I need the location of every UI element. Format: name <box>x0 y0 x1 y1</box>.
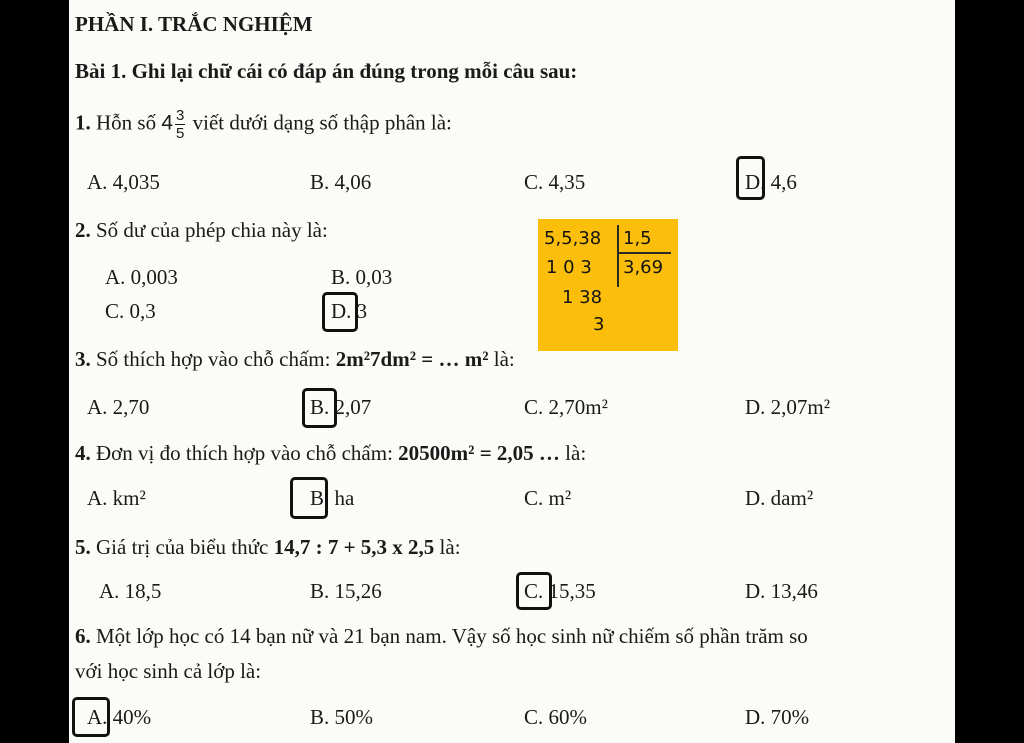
option-d[interactable]: D. 13,46 <box>745 579 818 603</box>
fraction-denominator: 5 <box>176 125 185 142</box>
question-text: Số dư của phép chia này là: <box>96 218 328 242</box>
question-expression: 2m²7dm² = … m² <box>335 347 489 371</box>
quotient: 3,69 <box>623 257 664 278</box>
question-text: Đơn vị đo thích hợp vào chỗ chấm: <box>96 441 393 465</box>
answer-mark <box>302 388 337 428</box>
option-b[interactable]: B. 4,06 <box>310 170 372 194</box>
worksheet-page <box>69 0 955 743</box>
question-text: là: <box>565 441 587 465</box>
question-2 <box>75 218 328 243</box>
division-vertical-line <box>617 225 619 287</box>
option-c[interactable]: C. 60% <box>524 705 587 729</box>
question-expression: 14,7 : 7 + 5,3 x 2,5 <box>273 535 435 559</box>
option-c[interactable]: C. 0,3 <box>105 299 156 323</box>
answer-mark <box>736 156 765 200</box>
mixed-number-fraction <box>175 107 185 142</box>
option-a[interactable]: A. 0,003 <box>105 265 178 289</box>
question-6-line-1 <box>75 624 808 649</box>
question-text: Hỗn số <box>96 110 157 135</box>
question-text: là: <box>439 535 461 559</box>
option-a[interactable]: A. 40% <box>87 705 152 729</box>
option-d[interactable]: D. 2,07m² <box>745 395 831 419</box>
remainder: 3 <box>593 314 605 335</box>
option-c[interactable]: C. 4,35 <box>524 170 586 194</box>
question-number: 6. <box>75 624 91 648</box>
answer-mark <box>516 572 552 610</box>
option-d[interactable]: D. 3 <box>331 299 368 323</box>
option-a[interactable]: A. 18,5 <box>99 579 162 603</box>
option-b[interactable]: B. ha <box>310 486 355 510</box>
divisor: 1,5 <box>623 228 652 249</box>
section-heading: PHẦN I. TRẮC NGHIỆM <box>75 12 313 36</box>
question-number: 1. <box>75 110 91 135</box>
fraction-numerator: 3 <box>176 107 185 124</box>
question-number: 4. <box>75 441 91 465</box>
answer-mark <box>72 697 110 737</box>
option-b[interactable]: B. 15,26 <box>310 579 382 603</box>
option-c[interactable]: C. 15,35 <box>524 579 596 603</box>
division-work-note <box>538 219 678 351</box>
option-a[interactable]: A. 2,70 <box>87 395 150 419</box>
option-c[interactable]: C. m² <box>524 486 572 510</box>
option-a[interactable]: A. km² <box>87 486 146 510</box>
question-number: 3. <box>75 347 91 371</box>
question-number: 2. <box>75 218 91 242</box>
question-text: Số thích hợp vào chỗ chấm: <box>96 347 331 371</box>
option-d[interactable]: D. 70% <box>745 705 810 729</box>
option-b[interactable]: B. 50% <box>310 705 373 729</box>
option-d[interactable]: D. 4,6 <box>745 170 797 194</box>
option-d[interactable]: D. dam² <box>745 486 814 510</box>
dividend: 5,5,38 <box>544 228 602 249</box>
question-expression: 20500m² = 2,05 … <box>398 441 560 465</box>
question-5 <box>75 535 461 560</box>
question-text: Giá trị của biểu thức <box>96 535 269 559</box>
answer-mark <box>322 292 358 332</box>
question-number: 5. <box>75 535 91 559</box>
question-text: là: <box>493 347 515 371</box>
option-c[interactable]: C. 2,70m² <box>524 395 608 419</box>
exercise-instruction: Bài 1. Ghi lại chữ cái có đáp án đúng trong mỗi câu sau: <box>75 59 578 83</box>
question-1 <box>75 107 452 142</box>
option-b[interactable]: B. 0,03 <box>331 265 393 289</box>
option-b[interactable]: B. 2,07 <box>310 395 372 419</box>
partial-remainder: 1 0 3 <box>546 257 592 278</box>
question-6-line-2: với học sinh cả lớp là: <box>75 659 262 683</box>
question-4 <box>75 441 586 466</box>
question-3 <box>75 347 515 372</box>
answer-mark <box>290 477 328 519</box>
question-text: Một lớp học có 14 bạn nữ và 21 bạn nam. Vậy số học sinh nữ chiếm số phần trăm so <box>96 624 808 648</box>
mixed-number-whole: 4 <box>161 111 174 135</box>
question-text: viết dưới dạng số thập phân là: <box>192 110 452 135</box>
option-a[interactable]: A. 4,035 <box>87 170 160 194</box>
partial-remainder: 1 38 <box>562 287 603 308</box>
division-horizontal-line <box>619 252 671 254</box>
